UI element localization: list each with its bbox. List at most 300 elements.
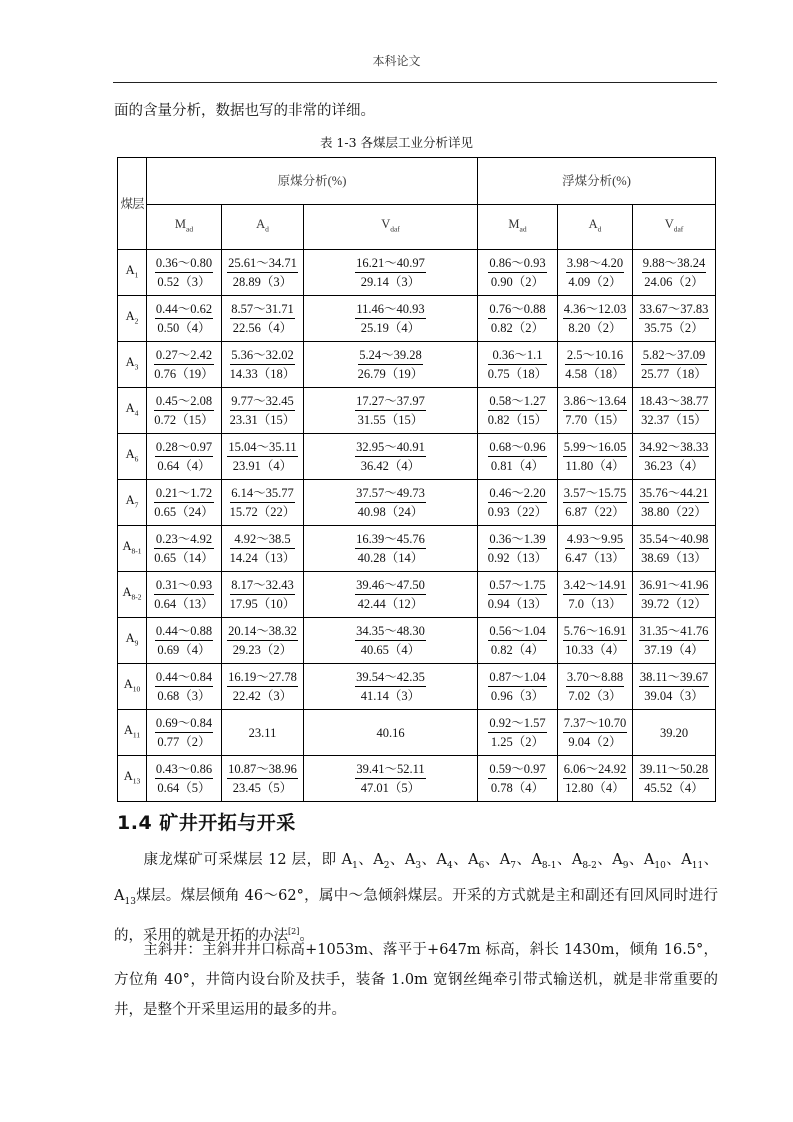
- seam-subscript: 10: [132, 684, 141, 694]
- cell-range: 0.56～1.04: [488, 624, 546, 641]
- seam-subscript: 4: [134, 408, 139, 418]
- table-cell: [222, 664, 304, 710]
- seam-subscript: 11: [132, 730, 141, 740]
- column-header: [147, 205, 222, 250]
- cell-range-fraction: [154, 578, 213, 611]
- column-header: [222, 205, 304, 250]
- table-row: [118, 618, 716, 664]
- cell-range-fraction: [488, 670, 546, 703]
- cell-average: 25.19（4）: [360, 321, 421, 335]
- table-row: [118, 710, 716, 756]
- cell-range-fraction: [155, 302, 213, 335]
- cell-average: 0.65（14）: [154, 551, 214, 565]
- table-cell: [558, 388, 633, 434]
- table-cell: [478, 250, 558, 296]
- cell-average: 14.24（13）: [229, 551, 296, 565]
- cell-range: 39.11～50.28: [639, 762, 709, 779]
- table-cell: [222, 756, 304, 802]
- paragraph-rest: 煤层。煤层倾角 46～62°，属中～急倾斜煤层。开采的方式就是主和副还有回风同时进行的，采用的就是开拓的办法: [114, 887, 718, 944]
- seam-symbol: A: [125, 400, 135, 415]
- seam-name: [571, 852, 597, 871]
- seam-name-subscript: 11: [691, 860, 704, 871]
- cell-range: 4.36～12.03: [563, 302, 628, 319]
- cell-range-fraction: [227, 256, 298, 289]
- cell-range: 16.19～27.78: [227, 670, 298, 687]
- cell-average: 39.04（3）: [644, 689, 704, 703]
- table-cell: [558, 756, 633, 802]
- cell-average: 0.78（4）: [490, 781, 545, 795]
- seam-subscript: 6: [134, 454, 139, 464]
- column-header-symbol: A: [256, 217, 266, 232]
- seam-name: [341, 852, 358, 871]
- table-row: [118, 664, 716, 710]
- table-cell: [633, 250, 716, 296]
- seam-name-symbol: A: [612, 852, 623, 868]
- table-row: [118, 526, 716, 572]
- coal-analysis-table: [117, 157, 716, 802]
- cell-range: 17.27～37.97: [355, 394, 426, 411]
- cell-range: 8.57～31.71: [230, 302, 295, 319]
- cell-range-fraction: [488, 716, 546, 749]
- cell-range: 0.36～1.1: [488, 348, 547, 365]
- column-header-subscript: d: [597, 224, 602, 234]
- cell-range: 7.37～10.70: [563, 716, 628, 733]
- seam-name-subscript: 13: [124, 896, 136, 907]
- table-cell: [633, 710, 716, 756]
- cell-range-fraction: [563, 302, 628, 335]
- cell-range-fraction: [488, 348, 547, 381]
- seam-subscript: 2: [134, 316, 139, 326]
- cell-range: 5.36～32.02: [230, 348, 296, 365]
- cell-range: 34.92～38.33: [639, 440, 710, 457]
- row-header-seam: [118, 250, 147, 296]
- paragraph-main-shaft: [114, 935, 718, 1025]
- seam-name-subscript: 8-2: [582, 860, 597, 871]
- seam-name: [404, 852, 422, 871]
- paragraph-main-shaft-text: 主斜井：主斜井井口标高+1053m、落平于+647m 标高，斜长 1430m，倾角 16.5°，方位角 40°，井筒内设台阶及扶手，装备 1.0m 宽钢丝绳牵引带式输送机，就是非常重要的井，是整个开采里运用的最多的井。: [114, 942, 718, 1018]
- seam-symbol: A: [125, 492, 135, 507]
- cell-range-fraction: [154, 348, 213, 381]
- cell-range-fraction: [230, 348, 296, 381]
- cell-range: 9.77～32.45: [230, 394, 296, 411]
- table-cell: [633, 296, 716, 342]
- cell-range-fraction: [230, 394, 296, 427]
- table-cell: [222, 480, 304, 526]
- cell-range-fraction: [639, 762, 709, 795]
- cell-average: 0.69（4）: [157, 643, 211, 657]
- cell-range: 35.76～44.21: [639, 486, 710, 503]
- table-cell: [478, 664, 558, 710]
- cell-average: 29.14（3）: [360, 275, 421, 289]
- seam-list: $A_1$、$A_2$、$A_3$、$A_4$、$A_6$、$A_7$、$A_{8-1}$、$A_{8-2}$、$A_9$、$A_{10}$、$A_{11}$、$A_{13}$: [114, 852, 719, 907]
- cell-range: 8.17～32.43: [230, 578, 296, 595]
- cell-range: 32.95～40.91: [355, 440, 426, 457]
- cell-range-fraction: [227, 762, 298, 795]
- table-cell: [147, 572, 222, 618]
- citation-ref: [2]: [288, 926, 300, 936]
- seam-name-subscript: 9: [622, 860, 629, 871]
- seam-subscript: 13: [132, 776, 141, 786]
- table-cell: [147, 250, 222, 296]
- cell-range: 31.35～41.76: [639, 624, 710, 641]
- cell-average: 0.64（13）: [154, 597, 214, 611]
- cell-average: 0.81（4）: [490, 459, 545, 473]
- cell-average: 6.87（22）: [565, 505, 625, 519]
- cell-average: 7.0（13）: [568, 597, 622, 611]
- table-row: [118, 572, 716, 618]
- seam-symbol: A: [125, 630, 135, 645]
- table-row: [118, 388, 716, 434]
- row-header-seam: [118, 526, 147, 572]
- cell-average: 6.47（13）: [565, 551, 625, 565]
- cell-range-fraction: [230, 302, 295, 335]
- seam-name: [681, 852, 704, 871]
- table-cell: [222, 710, 304, 756]
- table-cell: [558, 526, 633, 572]
- seam-symbol: A: [122, 584, 132, 599]
- cell-range: 3.57～15.75: [563, 486, 628, 503]
- table-cell: [222, 434, 304, 480]
- cell-range: 0.43～0.86: [155, 762, 213, 779]
- seam-symbol: A: [125, 446, 135, 461]
- table-cell: [222, 572, 304, 618]
- table-cell: [222, 342, 304, 388]
- cell-range: 0.92～1.57: [488, 716, 546, 733]
- cell-range: 0.28～0.97: [155, 440, 213, 457]
- table-cell: [558, 618, 633, 664]
- cell-average: 45.52（4）: [644, 781, 704, 795]
- cell-single-value: 39.20: [659, 725, 689, 740]
- cell-average: 0.77（2）: [157, 735, 211, 749]
- cell-range-fraction: [563, 440, 628, 473]
- cell-range-fraction: [488, 532, 547, 565]
- table-cell: [558, 296, 633, 342]
- cell-range: 0.46～2.20: [488, 486, 547, 503]
- seam-subscript: 7: [134, 500, 139, 510]
- table-row: [118, 296, 716, 342]
- table-cell: [304, 572, 478, 618]
- cell-average: 47.01（5）: [360, 781, 421, 795]
- table-cell: [147, 664, 222, 710]
- cell-range-fraction: [488, 578, 547, 611]
- seam-name-symbol: A: [341, 852, 353, 868]
- seam-subscript: 1: [134, 270, 139, 280]
- cell-average: 0.76（19）: [154, 367, 214, 381]
- cell-range: 5.24～39.28: [358, 348, 424, 365]
- table-cell: [633, 664, 716, 710]
- table-cell: [478, 756, 558, 802]
- cell-average: 39.72（12）: [641, 597, 707, 611]
- cell-range-fraction: [355, 440, 426, 473]
- cell-average: 23.91（4）: [232, 459, 293, 473]
- lead-paragraph: 面的含量分析，数据也写的非常的详细。: [114, 103, 375, 119]
- cell-range: 5.99～16.05: [563, 440, 628, 457]
- table-row: [118, 756, 716, 802]
- cell-average: 36.23（4）: [644, 459, 704, 473]
- column-header: [304, 205, 478, 250]
- cell-range-fraction: [154, 532, 213, 565]
- row-header-seam: [118, 480, 147, 526]
- cell-range-fraction: [230, 578, 296, 611]
- cell-range: 11.46～40.93: [355, 302, 425, 319]
- cell-average: 0.82（2）: [490, 321, 545, 335]
- cell-range-fraction: [639, 532, 710, 565]
- cell-range-fraction: [227, 440, 297, 473]
- cell-range-fraction: [227, 624, 298, 657]
- table-cell: [304, 342, 478, 388]
- seam-name: [436, 852, 453, 871]
- seam-symbol: A: [125, 308, 135, 323]
- table-cell: [147, 526, 222, 572]
- cell-range-fraction: [641, 348, 707, 381]
- table-cell: [633, 388, 716, 434]
- cell-range: 20.14～38.32: [227, 624, 298, 641]
- cell-range: 0.36～0.80: [155, 256, 213, 273]
- table-cell: [304, 710, 478, 756]
- cell-average: 4.58（18）: [565, 367, 625, 381]
- cell-range: 3.42～14.91: [563, 578, 628, 595]
- table-cell: [478, 296, 558, 342]
- cell-range: 38.11～39.67: [639, 670, 709, 687]
- row-header-seam: [118, 664, 147, 710]
- cell-average: 36.42（4）: [360, 459, 421, 473]
- cell-range-fraction: [355, 486, 426, 519]
- paragraph-intro: 康龙煤矿可采煤层 12 层，即: [143, 852, 342, 868]
- cell-average: 0.75（18）: [487, 367, 548, 381]
- cell-range: 39.41～52.11: [355, 762, 425, 779]
- seam-name-symbol: A: [373, 852, 384, 868]
- cell-range-fraction: [565, 348, 624, 381]
- cell-average: 42.44（12）: [357, 597, 424, 611]
- seam-name-symbol: A: [436, 852, 447, 868]
- seam-subscript: 8-1: [131, 546, 142, 556]
- cell-range-fraction: [227, 670, 298, 703]
- cell-average: 0.68（3）: [157, 689, 211, 703]
- cell-range: 33.67～37.83: [639, 302, 710, 319]
- column-header-subscript: ad: [186, 224, 194, 234]
- table-cell: [558, 710, 633, 756]
- cell-range: 5.76～16.91: [563, 624, 628, 641]
- table-cell: [478, 434, 558, 480]
- cell-range: 0.45～2.08: [154, 394, 213, 411]
- table-cell: [222, 618, 304, 664]
- cell-range: 0.57～1.75: [488, 578, 547, 595]
- cell-range: 37.57～49.73: [355, 486, 426, 503]
- cell-range-fraction: [155, 762, 213, 795]
- table-cell: [558, 480, 633, 526]
- table-cell: [304, 664, 478, 710]
- cell-range: 0.68～0.96: [488, 440, 546, 457]
- cell-average: 40.98（24）: [357, 505, 424, 519]
- cell-average: 7.70（15）: [565, 413, 625, 427]
- seam-name-subscript: 8-1: [541, 860, 557, 871]
- cell-range: 0.59～0.97: [488, 762, 546, 779]
- column-header-symbol: M: [508, 217, 520, 232]
- cell-average: 0.82（15）: [487, 413, 548, 427]
- seam-name-subscript: 2: [383, 860, 390, 871]
- cell-range-fraction: [155, 256, 213, 289]
- cell-range-fraction: [355, 256, 426, 289]
- table-cell: [222, 388, 304, 434]
- cell-average: 0.64（5）: [157, 781, 211, 795]
- seam-symbol: A: [123, 722, 133, 737]
- cell-range-fraction: [355, 578, 426, 611]
- cell-range-fraction: [358, 348, 424, 381]
- table-cell: [633, 342, 716, 388]
- cell-average: 37.19（4）: [644, 643, 704, 657]
- table-cell: [633, 526, 716, 572]
- cell-range: 0.31～0.93: [154, 578, 213, 595]
- cell-range-fraction: [155, 624, 213, 657]
- table-cell: [222, 250, 304, 296]
- cell-average: 0.82（4）: [490, 643, 545, 657]
- cell-average: 0.72（15）: [154, 413, 214, 427]
- table-cell: [633, 434, 716, 480]
- seam-name: [612, 852, 629, 871]
- column-header-symbol: A: [588, 217, 598, 232]
- cell-range-fraction: [566, 256, 624, 289]
- seam-name-subscript: 1: [352, 860, 358, 871]
- cell-range-fraction: [639, 624, 710, 657]
- cell-range: 16.39～45.76: [355, 532, 426, 549]
- cell-average: 35.75（2）: [644, 321, 704, 335]
- cell-average: 14.33（18）: [229, 367, 296, 381]
- row-header-seam: [118, 388, 147, 434]
- seam-name-subscript: 10: [654, 860, 666, 871]
- cell-range: 2.5～10.16: [565, 348, 624, 365]
- seam-name-subscript: 7: [510, 860, 517, 871]
- cell-range-fraction: [488, 302, 546, 335]
- cell-average: 0.94（13）: [487, 597, 548, 611]
- cell-average: 22.42（3）: [232, 689, 293, 703]
- table-cell: [633, 618, 716, 664]
- cell-range: 3.86～13.64: [563, 394, 628, 411]
- seam-symbol: A: [123, 768, 133, 783]
- cell-average: 38.69（13）: [641, 551, 707, 565]
- table-cell: [147, 434, 222, 480]
- cell-range-fraction: [355, 624, 426, 657]
- row-header-seam: [118, 342, 147, 388]
- column-header-subscript: daf: [390, 224, 400, 234]
- table-cell: [478, 388, 558, 434]
- table-cell: [304, 388, 478, 434]
- table-cell: [633, 572, 716, 618]
- cell-range-fraction: [488, 440, 546, 473]
- table-caption: 表 1-3 各煤层工业分析详见: [319, 135, 474, 150]
- cell-average: 22.56（4）: [232, 321, 293, 335]
- cell-average: 1.25（2）: [490, 735, 545, 749]
- seam-name: [114, 887, 136, 907]
- cell-range-fraction: [155, 440, 213, 473]
- cell-range: 0.87～1.04: [488, 670, 546, 687]
- cell-average: 40.28（14）: [357, 551, 424, 565]
- layer-header: 煤层: [118, 158, 147, 250]
- table-cell: [304, 480, 478, 526]
- cell-range: 15.04～35.11: [227, 440, 297, 457]
- table-cell: [147, 710, 222, 756]
- table-cell: [147, 480, 222, 526]
- table-cell: [478, 710, 558, 756]
- cell-range-fraction: [155, 716, 213, 749]
- cell-average: 40.65（4）: [360, 643, 421, 657]
- cell-range: 5.82～37.09: [641, 348, 707, 365]
- cell-range: 0.23～4.92: [154, 532, 213, 549]
- table-row: [118, 250, 716, 296]
- cell-range-fraction: [488, 256, 546, 289]
- row-header-seam: [118, 618, 147, 664]
- cell-average: 0.52（3）: [157, 275, 211, 289]
- seam-name-symbol: A: [681, 852, 692, 868]
- cell-average: 0.96（3）: [490, 689, 545, 703]
- cell-range-fraction: [563, 394, 628, 427]
- cell-range-fraction: [488, 394, 547, 427]
- cell-range-fraction: [566, 670, 624, 703]
- cell-range: 0.44～0.88: [155, 624, 213, 641]
- cell-range-fraction: [488, 624, 546, 657]
- cell-average: 7.02（3）: [568, 689, 622, 703]
- column-header-subscript: daf: [673, 224, 684, 234]
- cell-range-fraction: [639, 670, 709, 703]
- cell-average: 28.89（3）: [232, 275, 293, 289]
- cell-average: 26.79（19）: [357, 367, 424, 381]
- table-cell: [304, 526, 478, 572]
- header-rule: [113, 82, 717, 83]
- table-cell: [147, 756, 222, 802]
- seam-name-symbol: A: [531, 852, 542, 868]
- cell-range: 0.58～1.27: [488, 394, 547, 411]
- cell-range-fraction: [639, 578, 710, 611]
- cell-average: 4.09（2）: [568, 275, 622, 289]
- table-cell: [558, 342, 633, 388]
- table-cell: [633, 480, 716, 526]
- seam-name-symbol: A: [499, 852, 511, 868]
- seam-name-symbol: A: [468, 852, 479, 868]
- cell-range-fraction: [355, 670, 426, 703]
- seam-name: [373, 852, 390, 871]
- column-header-symbol: M: [174, 217, 187, 232]
- seam-subscript: 8-2: [131, 592, 142, 602]
- cell-range: 18.43～38.77: [639, 394, 710, 411]
- column-header: [633, 205, 716, 250]
- cell-average: 23.31（15）: [229, 413, 296, 427]
- cell-range: 0.86～0.93: [488, 256, 546, 273]
- cell-single-value: 40.16: [376, 725, 405, 740]
- cell-average: 0.65（24）: [154, 505, 214, 519]
- cell-average: 10.33（4）: [565, 643, 625, 657]
- seam-name-symbol: A: [571, 852, 583, 868]
- cell-range-fraction: [642, 256, 707, 289]
- cell-range: 25.61～34.71: [227, 256, 298, 273]
- column-header: [558, 205, 633, 250]
- seam-symbol: A: [125, 262, 135, 277]
- table-cell: [558, 250, 633, 296]
- table-row: [118, 434, 716, 480]
- table-cell: [478, 526, 558, 572]
- cell-average: 9.04（2）: [568, 735, 622, 749]
- table-cell: [558, 664, 633, 710]
- cell-range: 0.44～0.62: [155, 302, 213, 319]
- float-coal-group-header: 浮煤分析(%): [478, 158, 716, 205]
- cell-range: 10.87～38.96: [227, 762, 298, 779]
- cell-range-fraction: [154, 486, 213, 519]
- column-header: [478, 205, 558, 250]
- cell-range-fraction: [355, 302, 425, 335]
- cell-range-fraction: [488, 762, 546, 795]
- table-cell: [147, 296, 222, 342]
- cell-average: 38.80（22）: [641, 505, 707, 519]
- seam-name: [468, 852, 485, 871]
- cell-range-fraction: [565, 532, 624, 565]
